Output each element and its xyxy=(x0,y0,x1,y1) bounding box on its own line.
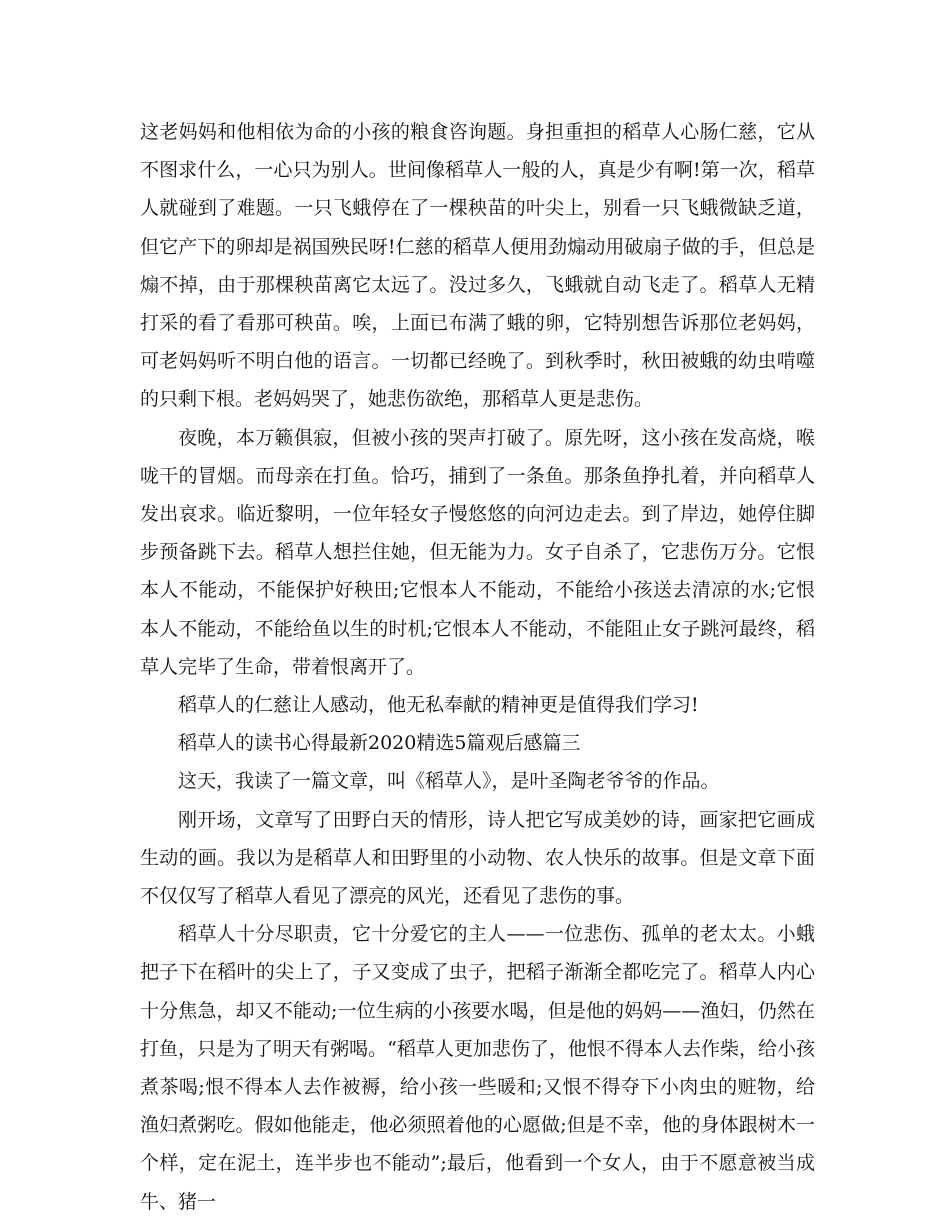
paragraph-3: 稻草人的仁慈让人感动，他无私奉献的精神更是值得我们学习! xyxy=(178,694,699,717)
paragraph-5: 刚开场，文章写了田野白天的情形，诗人把它写成美妙的诗，画家把它画成生动的画。我以为是稻草人和田野里的小动物、农人快乐的故事。但是文章下面不仅仅写了稻草人看见了漂亮的风光，还看见了悲伤的事。 xyxy=(140,808,815,908)
paragraph-1: 这老妈妈和他相依为命的小孩的粮食咨询题。身担重担的稻草人心肠仁慈，它从不图求什么，一心只为别人。世间像稻草人一般的人，真是少有啊!第一次，稻草人就碰到了难题。一只飞蛾停在了一棵秧苗的叶尖上，别看一只飞蛾微缺乏道，但它产下的卵却是祸国殃民呀!仁慈的稻草人便用劲煽动用破扇子做的手，但总是煽不掉，由于那棵秧苗离它太远了。没过多久，飞蛾就自动飞走了。稻草人无精打采的看了看那可秧苗。唉，上面已布满了蛾的卵，它特别想告诉那位老妈妈，可老妈妈听不明白他的语言。一切都已经晚了。到秋季时，秋田被蛾的幼虫啃噬的只剩下根。老妈妈哭了，她悲伤欲绝，那稻草人更是悲伤。 xyxy=(140,121,815,411)
section-heading: 稻草人的读书心得最新2020精选5篇观后感篇三 xyxy=(178,732,581,755)
paragraph-2: 夜晚，本万籁俱寂，但被小孩的哭声打破了。原先呀，这小孩在发高烧，喉咙干的冒烟。而母亲在打鱼。恰巧，捕到了一条鱼。那条鱼挣扎着，并向稻草人发出哀求。临近黎明，一位年轻女子慢悠悠的向河边走去。到了岸边，她停住脚步预备跳下去。稻草人想拦住她，但无能为力。女子自杀了，它悲伤万分。它恨本人不能动，不能保护好秧田;它恨本人不能动，不能给小孩送去清凉的水;它恨本人不能动，不能给鱼以生的时机;它恨本人不能动，不能阻止女子跳河最终，稻草人完毕了生命，带着恨离开了。 xyxy=(140,426,815,678)
paragraph-4: 这天，我读了一篇文章，叫《稻草人》，是叶圣陶老爷爷的作品。 xyxy=(178,770,720,793)
paragraph-6: 稻草人十分尽职责，它十分爱它的主人——一位悲伤、孤单的老太太。小蛾把子下在稻叶的尖上了，子又变成了虫子，把稻子渐渐全都吃完了。稻草人内心十分焦急，却又不能动;一位生病的小孩要水喝，但是他的妈妈——渔妇，仍然在打鱼，只是为了明天有粥喝。“稻草人更加悲伤了，他恨不得本人去作柴，给小孩煮茶喝;恨不得本人去作被褥，给小孩一些暖和;又恨不得夺下小肉虫的赃物，给渔妇煮粥吃。假如他能走，他必须照着他的心愿做;但是不幸，他的身体跟树木一个样，定在泥土，连半步也不能动”;最后，他看到一个女人，由于不愿意被当成牛、猪一 xyxy=(140,923,815,1213)
document-body xyxy=(140,113,815,1221)
